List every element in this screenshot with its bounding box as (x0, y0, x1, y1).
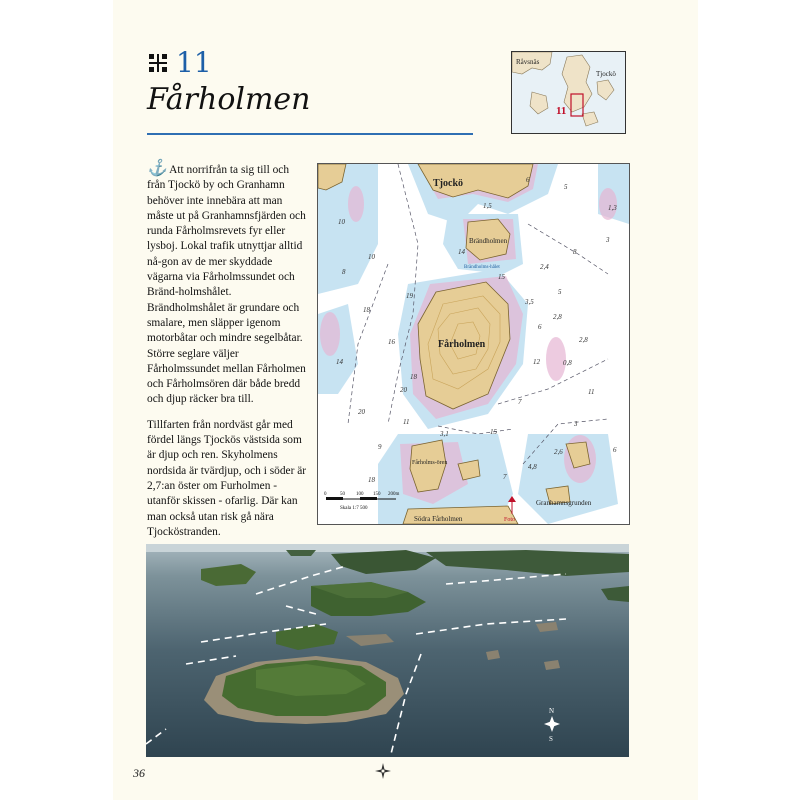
harbor-icon (147, 52, 169, 74)
page-number: 36 (133, 766, 145, 780)
depth-label: 3 (574, 420, 578, 428)
depth-label: 3 (606, 236, 610, 244)
body-text (147, 158, 307, 550)
depth-label: 20 (358, 408, 365, 416)
depth-label: 15 (490, 428, 497, 436)
aerial-photo (146, 544, 629, 757)
chart-label-foto: Foto (504, 517, 516, 523)
depth-label: 1,5 (483, 202, 492, 210)
inset-marker-number: 11 (556, 105, 567, 117)
depth-label: 8 (342, 268, 346, 276)
depth-label: 5 (558, 288, 562, 296)
depth-label: 8 (573, 248, 577, 256)
chart-label-farholmsoren: Fårholms-ören (412, 460, 448, 466)
depth-label: 14 (336, 358, 343, 366)
chart-label-sodra-farholmen: Södra Fårholmen (414, 515, 463, 523)
scale-tick: 50 (340, 492, 345, 497)
paragraph-2: Tillfarten från nordväst går med fördel längs Tjockös västsida som är djup och ren. Skyholmens nordsida är tvärdjup, och i söder är 2,7:an öster om Furholmen - utanför skissen - ofarlig. Där kan man också utan risk gå nära Tjocköstranden. (147, 418, 307, 538)
paragraph-1 (147, 158, 307, 408)
depth-label: 0,8 (563, 359, 572, 367)
chart-label-brandholmen: Brändholmen (469, 237, 508, 245)
scale-tick: 100 (356, 492, 364, 497)
chart-label-tjocko: Tjockö (433, 178, 463, 189)
title-rule (147, 133, 473, 135)
inset-label-tjocko: Tjockö (596, 70, 616, 78)
depth-label: 6 (526, 176, 530, 184)
scale-label: Skala 1:7 500 (340, 506, 368, 511)
depth-label: 16 (388, 338, 395, 346)
page-title: Fårholmen (147, 82, 311, 117)
depth-label: 7 (503, 473, 507, 481)
depth-label: 18 (410, 373, 417, 381)
depth-label: 2,8 (579, 336, 588, 344)
depth-label: 7 (518, 398, 522, 406)
compass-north: N (549, 707, 555, 715)
depth-label: 2,6 (554, 448, 563, 456)
paragraph-1-text: Att norrifrån ta sig till och från Tjockö by och Granhamn behöver inte innebära att man måste ut på Granhamnsfjärden och runda Fårholmsrevets fyr eller lysboj. Lokal trafik utnyttjar alltid nå-gon av de mer skyddade vägarna via Fårholmssundet och Bränd-holmshålet. Brändholmshålet är grundare och smalare, men släpper igenom motorbåtar och mindre segelbåtar. Större seglare väljer Fårholmssundet mellan Fårholmen och Fårholmsören där både bredd och djup räcker bra till. (147, 164, 306, 406)
scale-tick: 200m (388, 492, 400, 497)
depth-label: 20 (400, 386, 407, 394)
depth-label: 11 (403, 418, 410, 426)
depth-label: 6 (613, 446, 617, 454)
chart-label-farholmen: Fårholmen (438, 339, 486, 350)
depth-label: 2,4 (540, 263, 549, 271)
depth-label: 10 (338, 218, 345, 226)
depth-label: 1,3 (608, 204, 617, 212)
depth-label: 3,5 (525, 298, 534, 306)
depth-label: 18 (363, 306, 370, 314)
anchor-icon: ⚓ (147, 158, 167, 177)
scale-tick: 0 (324, 492, 327, 497)
nautical-chart (317, 163, 630, 525)
chart-label-brandholms-halet: Brändholms-hålet (464, 265, 500, 270)
depth-label: 12 (533, 358, 540, 366)
depth-label: 14 (458, 248, 465, 256)
depth-label: 11 (588, 388, 595, 396)
scale-tick: 150 (373, 492, 381, 497)
depth-label: 5 (564, 183, 568, 191)
depth-label: 9 (378, 443, 382, 451)
depth-label: 10 (368, 253, 375, 261)
depth-label: 18 (368, 476, 375, 484)
overview-map (511, 51, 626, 134)
depth-label: 6 (538, 323, 542, 331)
harbor-number: 11 (176, 46, 212, 79)
depth-label: 2,8 (553, 313, 562, 321)
chart-label-granhamnsgrunden: Granhamnsgrunden (536, 499, 592, 507)
compass-rose-icon (375, 763, 391, 779)
depth-label: 19 (406, 292, 413, 300)
depth-label: 15 (498, 273, 505, 281)
depth-label: 3,1 (440, 430, 449, 438)
inset-label-ravsnas: Råvsnäs (516, 58, 540, 66)
depth-label: 4,8 (528, 463, 537, 471)
compass-south: S (549, 735, 553, 743)
